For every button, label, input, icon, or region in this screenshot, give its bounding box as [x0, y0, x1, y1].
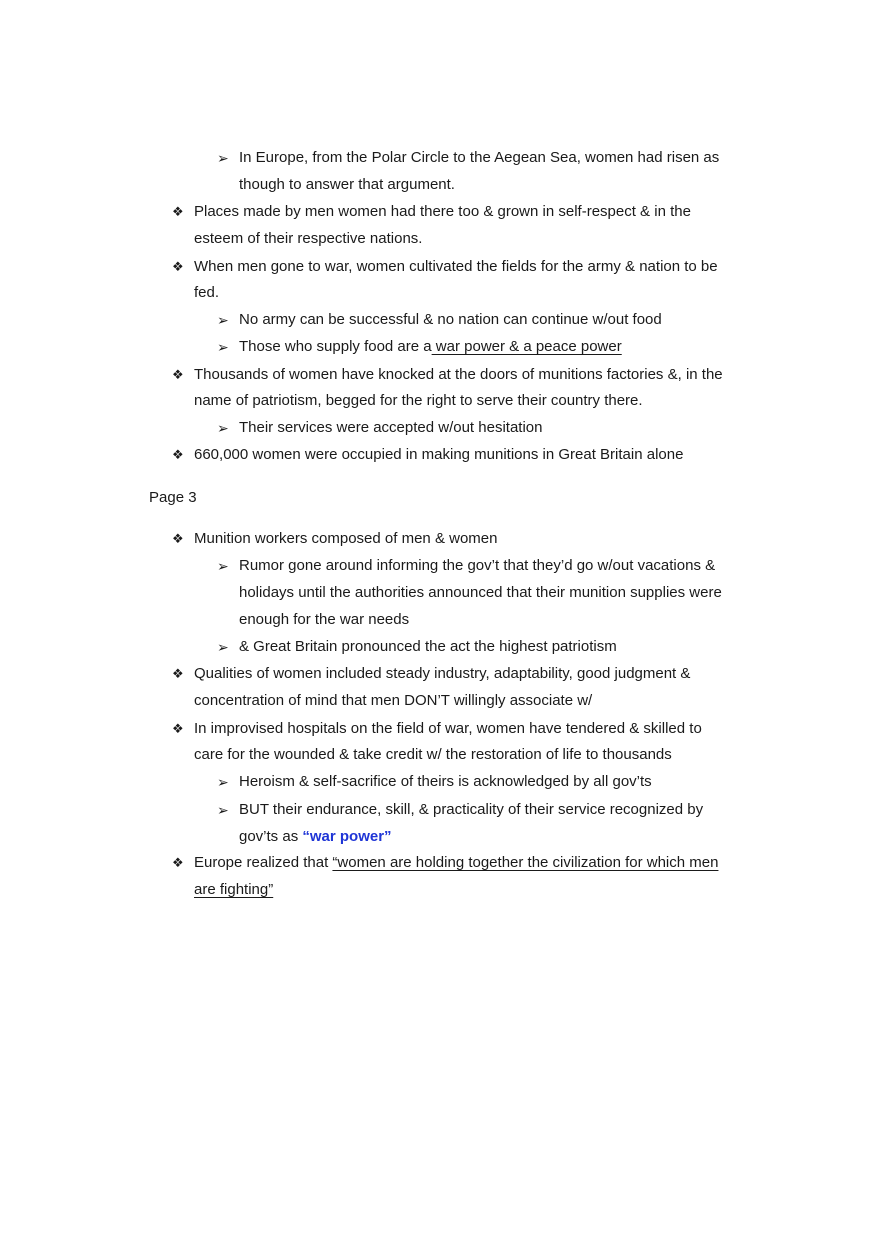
arrow-bullet-icon: ➢	[217, 639, 229, 655]
bullet-text-cont: name of patriotism, begged for the right to serve their country there.	[194, 392, 643, 409]
diamond-bullet-icon: ❖	[172, 367, 184, 382]
sub-bullet-text-cont	[239, 828, 392, 846]
bullet-text: 660,000 women were occupied in making munitions in Great Britain alone	[194, 446, 684, 463]
arrow-bullet-icon: ➢	[217, 150, 229, 166]
diamond-bullet-icon: ❖	[172, 721, 184, 736]
page-label: Page 3	[149, 489, 197, 506]
diamond-bullet-icon: ❖	[172, 666, 184, 681]
bullet-text: Places made by men women had there too & grown in self-respect & in the	[194, 203, 691, 220]
arrow-bullet-icon: ➢	[217, 420, 229, 436]
arrow-bullet-icon: ➢	[217, 558, 229, 574]
bullet-text-cont: concentration of mind that men DON’T willingly associate w/	[194, 692, 593, 709]
underlined-quote: “women are holding together the civilization for which men	[332, 854, 719, 871]
sub-bullet-text: In Europe, from the Polar Circle to the Aegean Sea, women had risen as	[239, 149, 720, 166]
bullet-text: Munition workers composed of men & women	[194, 530, 498, 547]
bullet-text-cont: fed.	[194, 284, 220, 301]
arrow-bullet-icon: ➢	[217, 339, 229, 355]
bullet-text: In improvised hospitals on the field of war, women have tendered & skilled to	[194, 720, 702, 737]
sub-bullet-text: & Great Britain pronounced the act the highest patriotism	[239, 638, 617, 655]
diamond-bullet-icon: ❖	[172, 531, 184, 546]
sub-bullet-text: Their services were accepted w/out hesitation	[239, 419, 543, 436]
sub-bullet-text-cont: holidays until the authorities announced that their munition supplies were	[239, 584, 722, 601]
diamond-bullet-icon: ❖	[172, 855, 184, 870]
underlined-phrase: war power & a peace power	[431, 338, 622, 355]
bullet-text: Qualities of women included steady industry, adaptability, good judgment &	[194, 665, 691, 682]
bullet-text: Thousands of women have knocked at the doors of munitions factories &, in the	[194, 366, 723, 383]
sub-bullet-text	[239, 338, 622, 356]
bullet-text-cont: esteem of their respective nations.	[194, 230, 423, 247]
diamond-bullet-icon: ❖	[172, 204, 184, 219]
sub-bullet-text: BUT their endurance, skill, & practicality of their service recognized by	[239, 801, 704, 818]
bullet-text-plain: Europe realized that	[194, 854, 333, 871]
arrow-bullet-icon: ➢	[217, 312, 229, 328]
arrow-bullet-icon: ➢	[217, 774, 229, 790]
highlighted-phrase: “war power”	[302, 828, 392, 845]
underlined-quote-cont: are fighting”	[194, 881, 274, 898]
sub-bullet-text-plain: gov’ts as	[239, 828, 303, 845]
bullet-text	[194, 854, 718, 872]
arrow-bullet-icon: ➢	[217, 802, 229, 818]
bullet-text: When men gone to war, women cultivated the fields for the army & nation to be	[194, 258, 718, 275]
diamond-bullet-icon: ❖	[172, 259, 184, 274]
sub-bullet-text: Heroism & self-sacrifice of theirs is acknowledged by all gov’ts	[239, 773, 652, 790]
sub-bullet-text: No army can be successful & no nation can continue w/out food	[239, 311, 662, 328]
bullet-text-cont: care for the wounded & take credit w/ the restoration of life to thousands	[194, 746, 672, 763]
sub-bullet-text-cont: though to answer that argument.	[239, 176, 455, 193]
sub-bullet-text: Rumor gone around informing the gov’t that they’d go w/out vacations &	[239, 557, 716, 574]
diamond-bullet-icon: ❖	[172, 447, 184, 462]
sub-bullet-text-plain: Those who supply food are a	[239, 338, 432, 355]
sub-bullet-text-cont: enough for the war needs	[239, 611, 410, 628]
